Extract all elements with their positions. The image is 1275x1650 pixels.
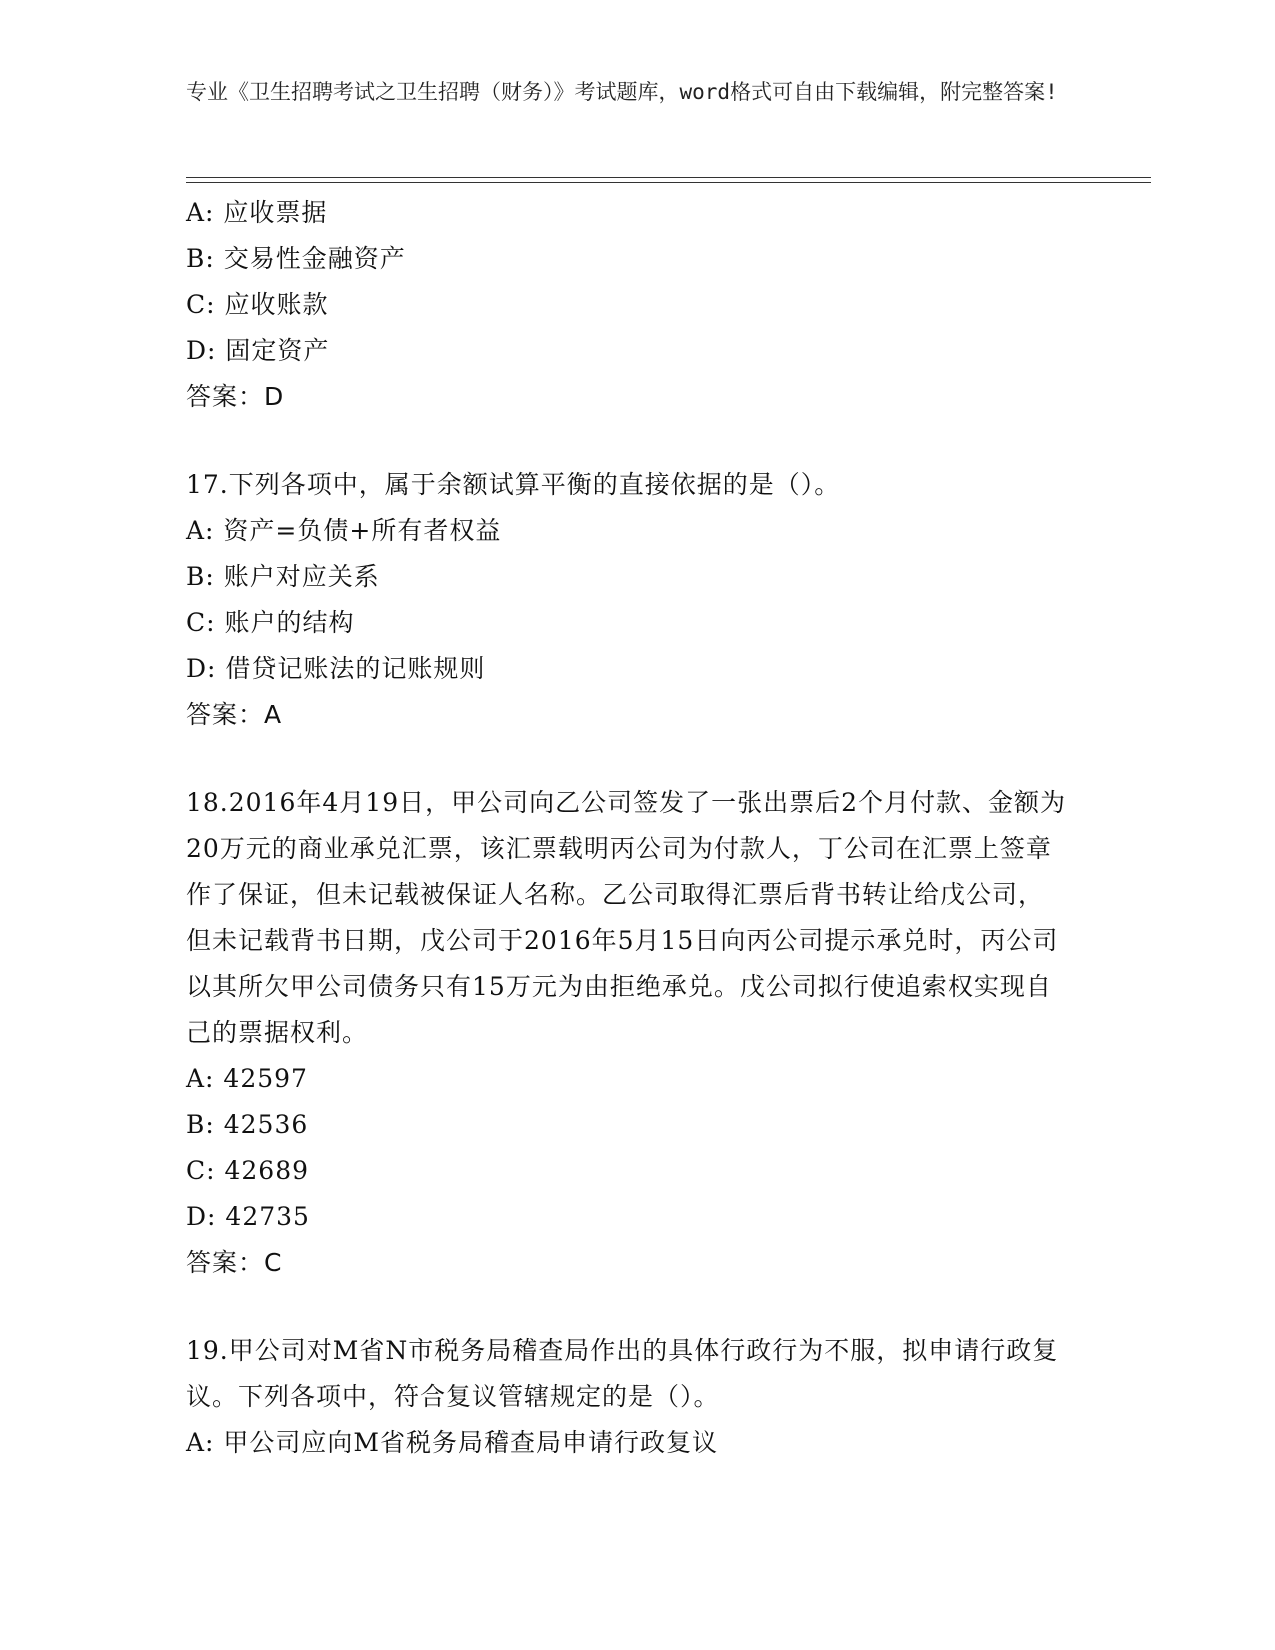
option-a: A: 42597 [186,1064,308,1093]
option-a: A: 甲公司应向M省税务局稽查局申请行政复议 [186,1428,719,1457]
option-b: B: 账户对应关系 [186,562,380,591]
option-b: B: 交易性金融资产 [186,244,406,273]
document-header [186,76,1066,109]
question-stem: 17.下列各项中，属于余额试算平衡的直接依据的是（）。 [186,470,841,499]
option-d: D: 固定资产 [186,336,330,365]
question-16-block [186,190,1086,420]
question-stem: 19.甲公司对M省N市税务局稽查局作出的具体行政行为不服，拟申请行政复议。下列各项中，符合复议管辖规定的是（）。 [186,1336,1059,1411]
question-19-block [186,1328,1086,1466]
answer: 答案：A [186,700,283,729]
option-c: C: 42689 [186,1156,310,1185]
question-stem: 18.2016年4月19日，甲公司向乙公司签发了一张出票后2个月付款、金额为20万元的商业承兑汇票，该汇票载明丙公司为付款人，丁公司在汇票上签章作了保证，但未记载被保证人名称。乙公司取得汇票后背书转让给戊公司，但未记载背书日期，戊公司于2016年5月15日向丙公司提示承兑时，丙公司以其所欠甲公司债务只有15万元为由拒绝承兑。戊公司拟行使追索权实现自己的票据权利。 [186,788,1067,1047]
option-c: C: 应收账款 [186,290,329,319]
answer: 答案：C [186,1248,283,1277]
question-17-block [186,462,1086,738]
question-18-block [186,780,1086,1286]
option-b: B: 42536 [186,1110,309,1139]
option-c: C: 账户的结构 [186,608,355,637]
answer: 答案：D [186,382,285,411]
option-d: D: 借贷记账法的记账规则 [186,654,486,683]
document-body [186,190,1086,1466]
header-rule-top [186,177,1151,178]
option-a: A: 应收票据 [186,198,328,227]
option-a: A: 资产=负债+所有者权益 [186,516,502,545]
header-rule-bottom [186,182,1151,183]
header-title: 专业《卫生招聘考试之卫生招聘（财务）》考试题库，word格式可自由下载编辑，附完整答案! [186,80,1058,104]
option-d: D: 42735 [186,1202,310,1231]
